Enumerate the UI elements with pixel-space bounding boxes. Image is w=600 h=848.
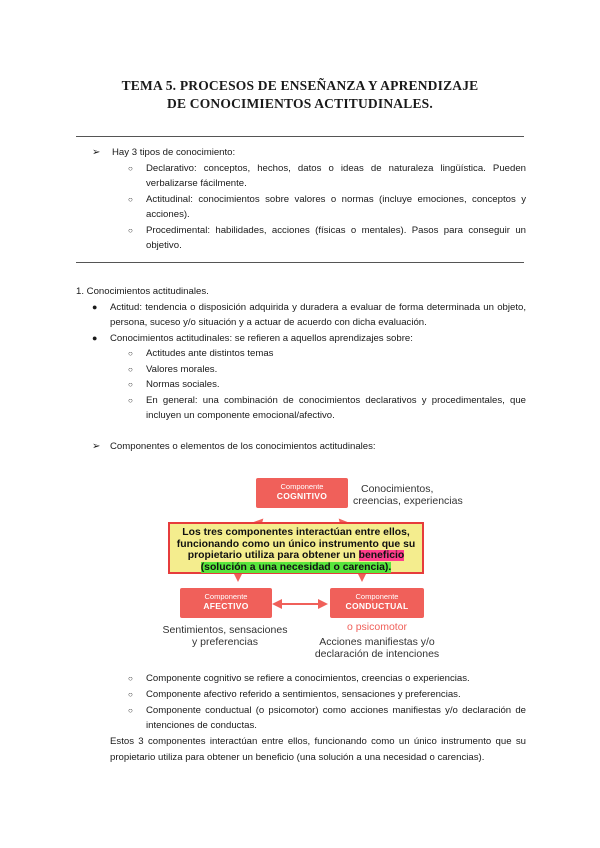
- page-title-line-1: TEMA 5. PROCESOS DE ENSEÑANZA Y APRENDIZAJE: [121, 78, 479, 93]
- highlight-beneficio: beneficio: [358, 550, 405, 562]
- circle-bullet-icon: ○: [128, 706, 133, 715]
- label-conductual: Acciones manifiestas y/o declaración de intenciones: [314, 636, 440, 660]
- box-cognitivo-small: Componente: [280, 482, 324, 491]
- label-cognitivo: Conocimientos, creencias, experiencias: [353, 483, 463, 507]
- circle-bullet-icon: ○: [128, 396, 133, 405]
- box-afectivo: [180, 588, 272, 618]
- section-heading: 1. Conocimientos actitudinales.: [76, 286, 209, 297]
- components-lead: Componentes o elementos de los conocimientos actitudinales:: [110, 441, 376, 452]
- label-afectivo: Sentimientos, sensaciones y preferencias: [162, 624, 288, 648]
- box-conductual-big: CONDUCTUAL: [345, 600, 409, 611]
- intro-lead: Hay 3 tipos de conocimiento:: [112, 147, 236, 158]
- box-conductual: [330, 588, 424, 618]
- circle-bullet-icon: ○: [128, 164, 133, 173]
- circle-bullet-icon: ○: [128, 226, 133, 235]
- type-procedimental: Procedimental: habilidades, acciones (físicas o mentales). Pasos para conseguir un objetivo.: [146, 225, 526, 252]
- sub-item-general: En general: una combinación de conocimientos declarativos y procedimentales, que incluyen un componente emocional/afectivo.: [146, 395, 526, 422]
- page-title-line-2: DE CONOCIMIENTOS ACTITUDINALES.: [167, 96, 433, 111]
- summary-paragraph: Estos 3 componentes interactúan entre ellos, funcionando como un único instrumento que su propietario utiliza para obtener un beneficio (una solución a una necesidad o carencias).: [110, 736, 526, 763]
- box-cognitivo: [256, 478, 348, 508]
- dot-bullet-icon: ●: [92, 302, 98, 312]
- bullet-conocimientos: Conocimientos actitudinales: se refieren a aquellos aprendizajes sobre:: [110, 333, 413, 344]
- box-cognitivo-big: COGNITIVO: [276, 490, 328, 501]
- bullet-actitud: Actitud: tendencia o disposición adquirida y duradera a evaluar de forma determinada un objeto, persona, suceso y/o situación y a actuar de acuerdo con dicha evaluación.: [110, 302, 526, 329]
- arrow-bullet-icon: ➢: [92, 147, 101, 158]
- label-psicomotor: o psicomotor: [346, 621, 408, 633]
- detail-cognitivo: Componente cognitivo se refiere a conocimientos, creencias o experiencias.: [146, 673, 470, 684]
- sub-item-valores: Valores morales.: [146, 364, 218, 375]
- box-afectivo-big: AFECTIVO: [203, 600, 249, 611]
- detail-afectivo: Componente afectivo referido a sentimientos, sensaciones y preferencias.: [146, 689, 461, 700]
- sub-item-normas: Normas sociales.: [146, 379, 220, 390]
- dot-bullet-icon: ●: [92, 333, 98, 343]
- box-afectivo-small: Componente: [204, 592, 248, 601]
- type-actitudinal: Actitudinal: conocimientos sobre valores o normas (incluye emociones, conceptos y acciones).: [146, 194, 526, 221]
- callout-box: Los tres componentes interactúan entre ellos, funcionando como un único instrumento que su propietario utiliza para obtener un beneficio (solución a una necesidad o carencia).: [168, 522, 424, 574]
- circle-bullet-icon: ○: [128, 380, 133, 389]
- detail-conductual: Componente conductual (o psicomotor) como acciones manifiestas y/o declaración de intenciones de conductas.: [146, 705, 526, 732]
- sub-item-actitudes: Actitudes ante distintos temas: [146, 348, 274, 359]
- circle-bullet-icon: ○: [128, 690, 133, 699]
- circle-bullet-icon: ○: [128, 349, 133, 358]
- arrow-bullet-icon: ➢: [92, 441, 101, 452]
- circle-bullet-icon: ○: [128, 365, 133, 374]
- circle-bullet-icon: ○: [128, 195, 133, 204]
- type-declarativo: Declarativo: conceptos, hechos, datos o ideas de naturaleza lingüística. Pueden verbalizarse fácilmente.: [146, 163, 526, 190]
- circle-bullet-icon: ○: [128, 674, 133, 683]
- box-conductual-small: Componente: [355, 592, 399, 601]
- highlight-solucion: (solución a una necesidad o carencia).: [200, 561, 392, 573]
